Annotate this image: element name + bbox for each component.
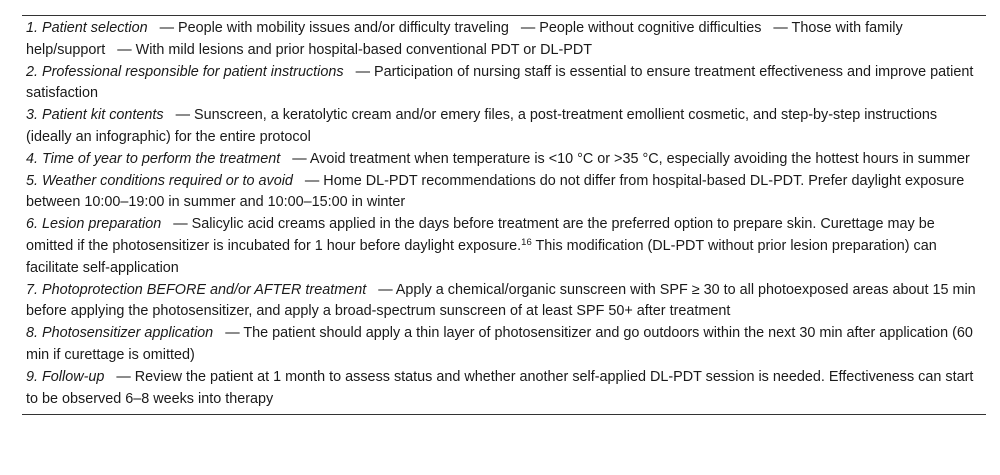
- row-text: — Home DL-PDT recommendations do not differ from hospital-based DL-PDT. Prefer daylight exposure between 10:00–19:00 in summer and 10:00–15:00 in winter: [26, 172, 965, 211]
- row-text: — Avoid treatment when temperature is <10 °C or >35 °C, especially avoiding the hottest hours in summer: [292, 150, 970, 167]
- row-heading: 1. Patient selection: [26, 20, 148, 36]
- row-photosensitizer-application: [22, 323, 986, 367]
- row-time-of-year: [22, 149, 986, 171]
- row-text: — With mild lesions and prior hospital-based conventional PDT or DL-PDT: [117, 41, 593, 58]
- recommendations-table: [22, 15, 986, 415]
- row-heading: 9. Follow-up: [26, 368, 105, 385]
- row-weather-conditions: [22, 171, 986, 215]
- row-text: — Sunscreen, a keratolytic cream and/or emery files, a post-treatment emollient cosmetic, and step-by-step instructions (ideally an infographic) for the entire protocol: [26, 107, 938, 145]
- row-text: — Apply a chemical/organic sunscreen with SPF ≥ 30 to all photoexposed areas about 15 min before applying the photosensitizer, and apply a broad-spectrum sunscreen of at least SPF 50+ after treatment: [26, 281, 976, 320]
- row-heading: 5. Weather conditions required or to avoid: [26, 172, 293, 189]
- row-heading: 8. Photosensitizer application: [26, 325, 214, 342]
- row-text: — People with mobility issues and/or difficulty traveling: [159, 20, 509, 36]
- row-text: — Participation of nursing staff is essential to ensure treatment effectiveness and improve patient satisfaction: [26, 63, 974, 102]
- row-heading: 6. Lesion preparation: [26, 216, 162, 233]
- row-text: — Review the patient at 1 month to assess status and whether another self-applied DL-PDT session is needed. Effectiveness can start to be observed 6–8 weeks into therapy: [26, 368, 974, 407]
- row-lesion-preparation: [22, 214, 986, 279]
- row-text: — Salicylic acid creams applied in the days before treatment are the preferred option to prepare skin. Curettage may be omitted if the photosensitizer is incubated for 1 hour before daylight exposure.: [26, 216, 935, 254]
- row-text: — The patient should apply a thin layer of photosensitizer and go outdoors within the next 30 min after application (60 min if curettage is omitted): [26, 325, 973, 363]
- row-professional-responsible: [22, 62, 986, 106]
- row-photoprotection: [22, 280, 986, 324]
- row-kit-contents: [22, 105, 986, 149]
- row-heading: 7. Photoprotection BEFORE and/or AFTER treatment: [26, 281, 367, 298]
- row-follow-up: [22, 367, 986, 411]
- row-patient-selection: [22, 18, 986, 62]
- row-heading: 4. Time of year to perform the treatment: [26, 150, 281, 167]
- row-text: — Those with family help/support: [26, 20, 903, 58]
- row-text: — People without cognitive difficulties: [520, 20, 762, 36]
- reference-superscript: 16: [521, 236, 532, 248]
- row-heading: 3. Patient kit contents: [26, 107, 164, 124]
- row-heading: 2. Professional responsible for patient instructions: [26, 63, 344, 80]
- row-text: This modification (DL-PDT without prior lesion preparation) can facilitate self-application: [26, 237, 937, 276]
